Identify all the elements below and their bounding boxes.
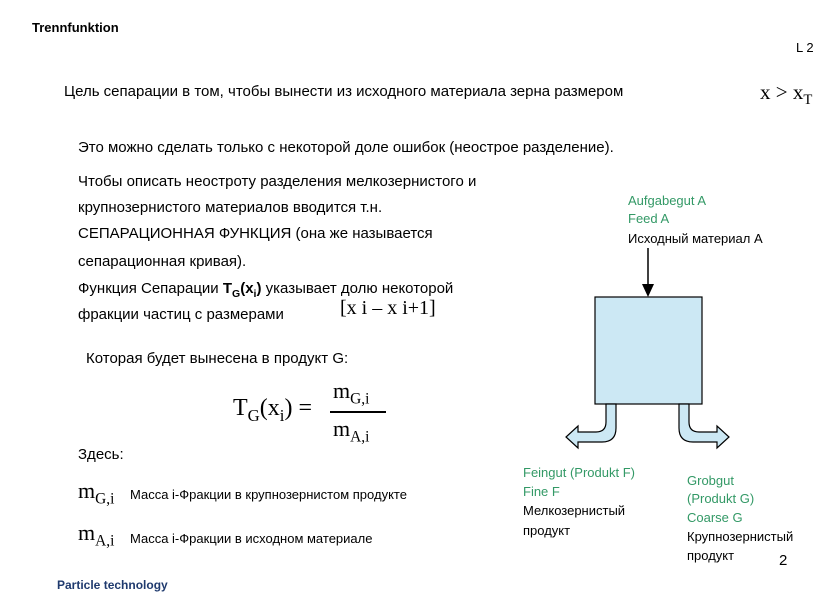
legend-desc-mai: Масса i-Фракции в исходном материале — [130, 531, 373, 546]
coarse-label-en: Coarse G — [687, 510, 743, 525]
body-line-6: фракции частиц с размерами — [78, 306, 284, 323]
page-number: 2 — [779, 552, 788, 569]
formula-numerator: $m_{G,i}$ — [333, 378, 370, 408]
body-line-5-pre: Функция Сепарации — [78, 280, 223, 297]
legend-desc-mgi: Масса i-Фракции в крупнозернистом продукте — [130, 487, 407, 502]
footer-course-name: Particle technology — [57, 578, 168, 592]
fine-label-ru-1: Мелкозернистый — [523, 503, 626, 518]
separator-box — [595, 297, 702, 404]
size-interval: [x i – x i+1] — [340, 297, 436, 319]
legend-symbol-mgi: $m_{G,i}$ — [78, 478, 115, 508]
feed-label-ru: Исходный материал А — [628, 231, 763, 246]
intro-line-2: Это можно сделать только с некоторой доле ошибок (неострое разделение). — [78, 139, 614, 156]
fine-label-de: Feingut (Produkt F) — [523, 465, 635, 480]
feed-label-en: Feed A — [628, 211, 670, 226]
coarse-label-ru-1: Крупнозернистый — [687, 529, 794, 544]
fine-label-en: Fine F — [523, 484, 560, 499]
body-line-5-post: указывает долю некоторой — [261, 280, 454, 297]
body-line-4: сепарационная кривая). — [78, 253, 247, 270]
size-condition-text: x > x — [760, 80, 804, 104]
slide-label: L 2 — [796, 40, 814, 55]
coarse-label-de-2: (Produkt G) — [687, 491, 755, 506]
coarse-outlet-arrow — [679, 404, 729, 448]
feed-label-de: Aufgabegut A — [628, 193, 707, 208]
intro-line-1: Цель сепарации в том, чтобы вынести из исходного материала зерна размером — [64, 83, 624, 100]
fine-label-ru-2: продукт — [523, 523, 571, 538]
body-line-7: Которая будет вынесена в продукт G: — [86, 350, 349, 367]
slide-title: Trennfunktion — [32, 20, 119, 35]
formula-lhs: $T_G(x_i)$ = — [233, 395, 312, 425]
legend-heading: Здесь: — [78, 446, 124, 463]
feed-arrow-head — [642, 284, 654, 297]
formula-denominator: $m_{A,i}$ — [333, 416, 370, 446]
fine-outlet-arrow — [566, 404, 616, 448]
size-condition-sub: T — [803, 92, 813, 109]
body-line-3: СЕПАРАЦИОННАЯ ФУНКЦИЯ (она же называется — [78, 225, 433, 242]
separation-function-symbol: $T_G(x_i)$ — [222, 280, 262, 300]
body-line-1: Чтобы описать неостроту разделения мелкозернистого и — [78, 173, 477, 190]
body-line-2: крупнозернистого материалов вводится т.н. — [78, 199, 383, 216]
coarse-label-de-1: Grobgut — [687, 473, 734, 488]
coarse-label-ru-2: продукт — [687, 548, 735, 563]
legend-symbol-mai: $m_{A,i}$ — [78, 520, 115, 550]
